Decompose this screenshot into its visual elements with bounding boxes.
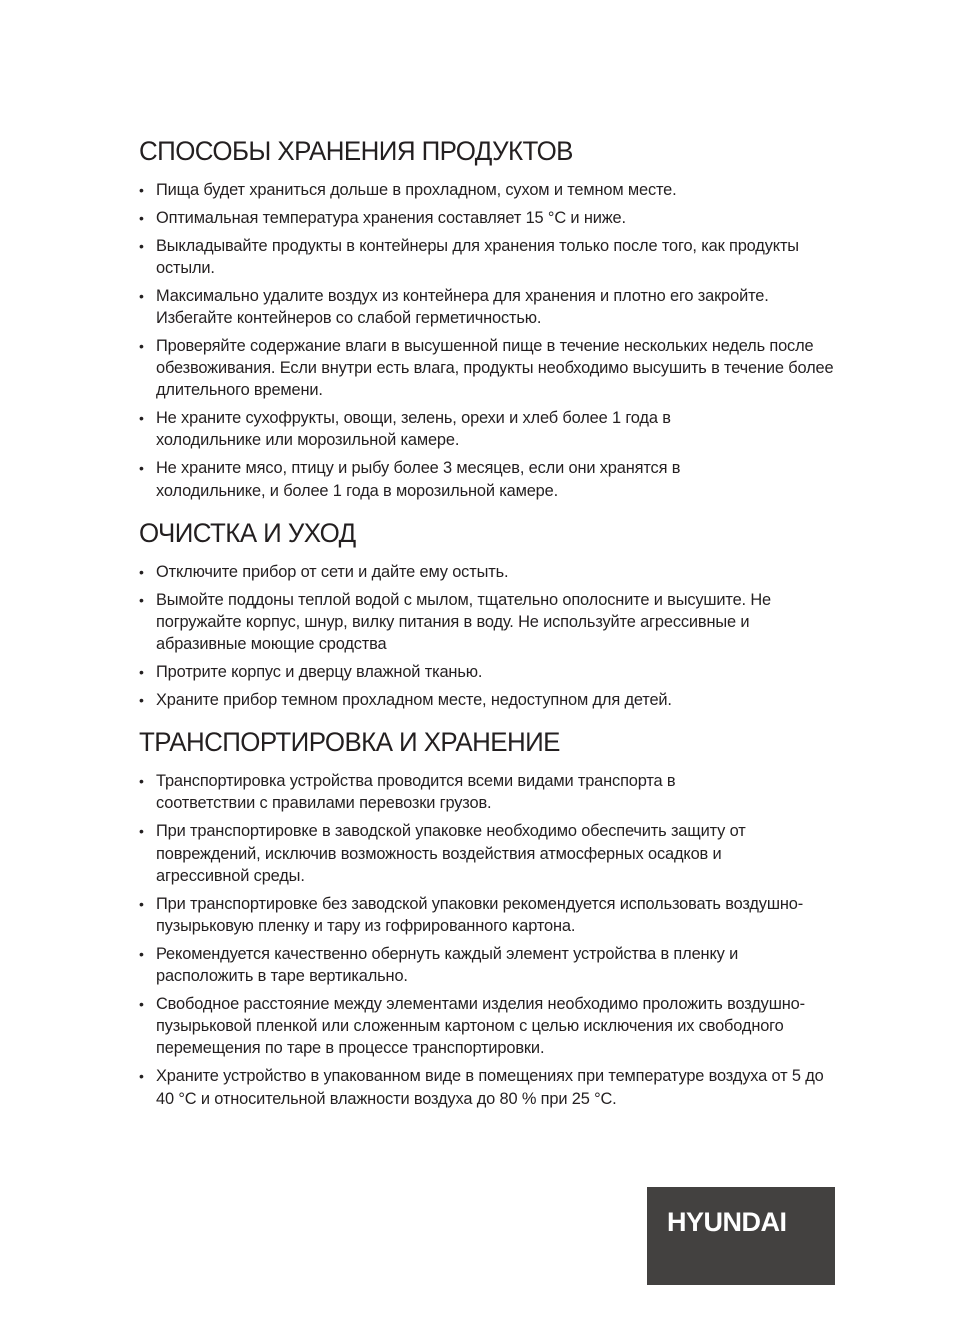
list-item: • Выкладывайте продукты в контейнеры для хранения только после того, как продукты остыли. (139, 236, 799, 277)
bullet-icon: • (139, 563, 144, 580)
section-title: ТРАНСПОРТИРОВКА И ХРАНЕНИЕ (139, 727, 560, 758)
list-item: • Храните устройство в упакованном виде в помещениях при температуре воздуха от 5 до 40 °С и относительной влажности воздуха до 80 % при 25 °С. (139, 1067, 824, 1108)
section-transport-storage (139, 725, 839, 1110)
list-item: • Максимально удалите воздух из контейнера для хранения и плотно его закройте. Избегайте контейнеров со слабой герметичностью. (139, 286, 769, 327)
brand-logo-text: HYUNDAI (667, 1207, 787, 1237)
list-item: • При транспортировке без заводской упаковки рекомендуется использовать воздушно-пузырьковую пленку и тару из гофрированного картона. (139, 894, 804, 935)
list-item: • Свободное расстояние между элементами изделия необходимо проложить воздушно-пузырьковой пленкой или сложенным картоном с целью исключения их свободного перемещения по таре в процессе транспортировки. (139, 994, 805, 1058)
bullet-icon: • (139, 182, 144, 198)
bullet-icon: • (139, 995, 144, 1012)
list-item: • Транспортировка устройства проводится всеми видами транспорта в соответствии с правилами перевозки грузов. (139, 772, 676, 813)
list-item: • Протрите корпус и дверцу влажной тканью. (139, 661, 839, 683)
bullet-icon: • (139, 287, 144, 304)
list-item: • Рекомендуется качественно обернуть каждый элемент устройства в пленку и расположить в таре вертикально. (139, 944, 739, 986)
bullet-icon: • (139, 591, 144, 608)
list-item: • При транспортировке в заводской упаковке необходимо обеспечить защиту от повреждений, исключив возможность воздействия атмосферных осадков и агрессивной среды. (139, 822, 746, 885)
bullet-icon: • (139, 237, 144, 254)
bullet-icon: • (139, 1068, 144, 1085)
document-body (139, 134, 839, 1124)
bullet-icon: • (139, 337, 144, 354)
bullet-icon: • (139, 945, 144, 962)
section-storage-methods (139, 134, 839, 502)
bullet-icon: • (139, 691, 144, 708)
bullet-icon: • (139, 209, 144, 226)
bullet-list (139, 561, 839, 711)
section-cleaning-care (139, 516, 839, 711)
list-item: • Отключите прибор от сети и дайте ему остыть. (139, 561, 839, 583)
list-item: • Не храните сухофрукты, овощи, зелень, орехи и хлеб более 1 года в холодильнике или морозильной камере. (139, 409, 671, 450)
list-item: • Пища будет храниться дольше в прохладном, сухом и темном месте. (139, 179, 839, 201)
bullet-icon: • (139, 823, 144, 840)
bullet-icon: • (139, 773, 144, 790)
bullet-icon: • (139, 460, 144, 477)
section-title: ОЧИСТКА И УХОД (139, 517, 356, 548)
bullet-list (139, 770, 839, 1110)
list-item: • Проверяйте содержание влаги в высушенной пище в течение нескольких недель после обезвоживания. Если внутри есть влага, продукты необходимо высушить в течение более длительного времени. (139, 336, 834, 400)
bullet-icon: • (139, 664, 144, 681)
list-item: • Оптимальная температура хранения составляет 15 °С и ниже. (139, 207, 839, 229)
bullet-icon: • (139, 410, 144, 427)
bullet-list (139, 179, 839, 502)
bullet-icon: • (139, 895, 144, 912)
brand-logo (647, 1187, 835, 1285)
list-item: • Храните прибор темном прохладном месте, недоступном для детей. (139, 689, 839, 711)
section-title: СПОСОБЫ ХРАНЕНИЯ ПРОДУКТОВ (139, 136, 573, 166)
list-item: • Не храните мясо, птицу и рыбу более 3 месяцев, если они хранятся в холодильнике, и более 1 года в морозильной камере. (139, 459, 681, 500)
list-item: • Вымойте поддоны теплой водой с мылом, тщательно ополосните и высушите. Не погружайте корпус, шнур, вилку питания в воду. Не используйте агрессивные и абразивные моющие сродства (139, 590, 772, 654)
